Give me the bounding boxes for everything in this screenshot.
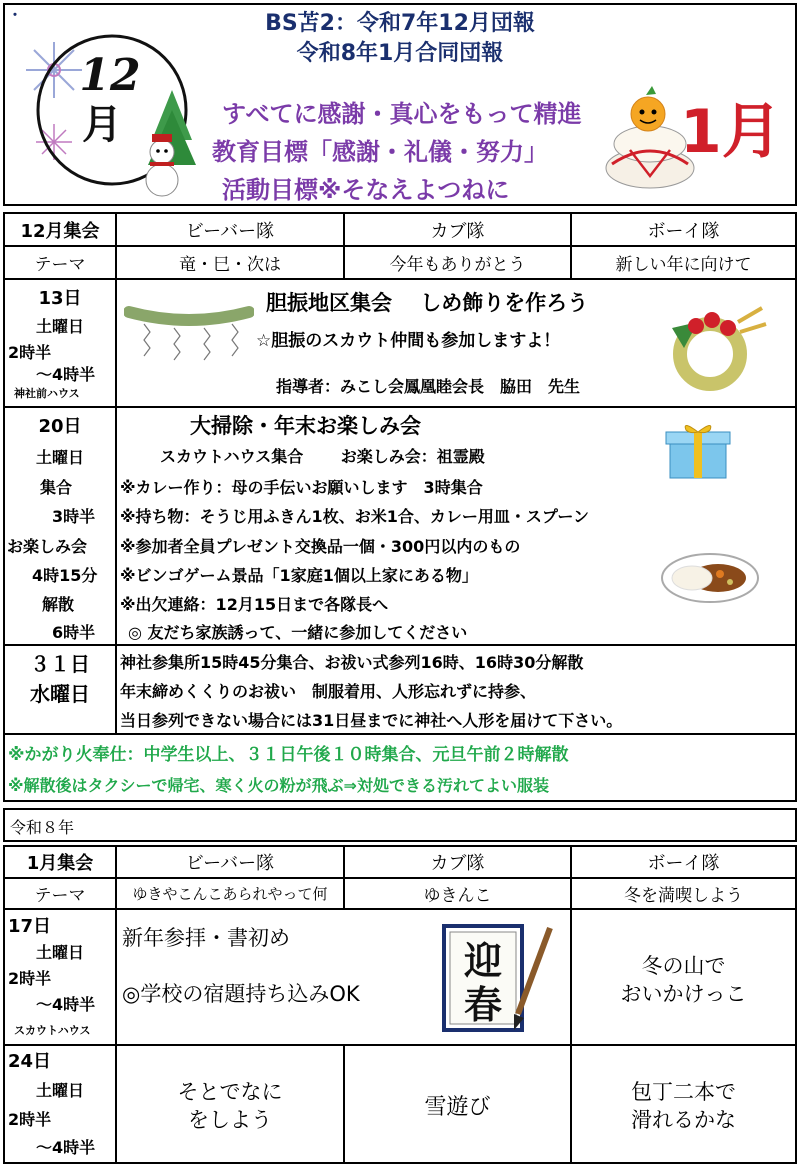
dec-month-number: 12 bbox=[79, 50, 141, 101]
jan-theme-label: テーマ bbox=[34, 886, 86, 906]
wreath-icon bbox=[658, 302, 770, 392]
title-line-2: 令和8年1月合同団報 bbox=[296, 41, 504, 66]
rule bbox=[3, 908, 797, 910]
event24-day: 土曜日 bbox=[36, 1081, 85, 1100]
event31-line-1: 神社参集所15時45分集合、お祓い式参列16時、16時30分解散 bbox=[120, 653, 584, 672]
event13-date: 13日 bbox=[38, 288, 82, 309]
event17-line-1: 新年参拝・書初め bbox=[122, 926, 290, 950]
jan-month-label: 1月 bbox=[680, 97, 782, 167]
jan-header-boy: ボーイ隊 bbox=[647, 853, 720, 874]
event20-line-4: ※ビンゴゲーム景品「1家庭1個以上家にある物」 bbox=[120, 566, 478, 585]
rule bbox=[115, 212, 117, 733]
event17-date: 17日 bbox=[8, 916, 52, 937]
rule bbox=[3, 278, 797, 280]
event24-boy-line-2: 滑れるかな bbox=[631, 1108, 736, 1132]
geishun-char-1: 迎 bbox=[463, 938, 503, 983]
notice-bonfire: ※かがり火奉仕：中学生以上、３１日午後１０時集合、元旦午前２時解散 bbox=[8, 745, 569, 765]
event24-cub: 雪遊び bbox=[424, 1095, 491, 1120]
event24-beaver-line-1: そとでなに bbox=[177, 1080, 283, 1104]
notice-taxi: ※解散後はタクシーで帰宅、寒く火の粉が飛ぶ⇒対処できる汚れてよい服装 bbox=[8, 776, 549, 795]
jan-theme-cub: ゆきんこ bbox=[423, 886, 492, 906]
jan-theme-beaver: ゆきやこんこあられやって何 bbox=[132, 885, 328, 903]
event24-boy-line-1: 包丁二本で bbox=[631, 1080, 736, 1104]
event13-note: ☆胆振のスカウト仲間も参加しますよ！ bbox=[256, 331, 561, 351]
header-dot: ・ bbox=[8, 8, 22, 24]
event20-gather-time: 3時半 bbox=[52, 507, 96, 526]
dec-header-label: 12月集会 bbox=[20, 220, 100, 242]
event31-line-2: 年末締めくくりのお祓い 制服着用、人形忘れずに持参、 bbox=[120, 682, 537, 701]
event20-dismiss: 解散 bbox=[42, 595, 75, 614]
event17-boy-line-1: 冬の山で bbox=[641, 954, 726, 978]
event17-boy-line-2: おいかけっこ bbox=[620, 982, 747, 1006]
event13-day: 土曜日 bbox=[36, 317, 85, 336]
event24-beaver-line-2: をしよう bbox=[188, 1108, 272, 1132]
event24-time-start: 2時半 bbox=[8, 1110, 52, 1129]
rule bbox=[3, 644, 797, 646]
dec-header-beaver: ビーバー隊 bbox=[185, 220, 275, 242]
event20-gather: 集合 bbox=[40, 478, 73, 497]
event17-day: 土曜日 bbox=[36, 943, 85, 962]
event13-title: 胆振地区集会 しめ飾りを作ろう bbox=[266, 291, 589, 315]
event20-line-6: ◎ 友だち家族誘って、一緒に参加してください bbox=[128, 623, 468, 642]
dec-theme-label: テーマ bbox=[34, 255, 86, 275]
year-label-box bbox=[3, 808, 797, 842]
event20-line-5: ※出欠連絡：12月15日まで各隊長へ bbox=[120, 595, 389, 614]
event20-place-line: スカウトハウス集合 お楽しみ会：祖霊殿 bbox=[160, 447, 485, 466]
december-emblem bbox=[12, 30, 202, 198]
dec-theme-boy: 新しい年に向けて bbox=[615, 255, 752, 275]
jan-header-label: 1月集会 bbox=[26, 853, 94, 874]
jan-header-cub: カブ隊 bbox=[430, 853, 485, 874]
event13-time-start: 2時半 bbox=[8, 343, 52, 362]
event20-day: 土曜日 bbox=[36, 448, 85, 467]
dec-theme-cub: 今年もありがとう bbox=[389, 255, 526, 275]
event17-line-2: ◎学校の宿題持ち込みOK bbox=[122, 982, 360, 1006]
event20-title: 大掃除・年末お楽しみ会 bbox=[190, 414, 421, 438]
dec-header-boy: ボーイ隊 bbox=[647, 220, 720, 242]
shimenawa-icon bbox=[124, 300, 254, 370]
dec-month-char: 月 bbox=[82, 101, 122, 148]
event31-line-3: 当日参列できない場合には31日昼までに神社へ人形を届けて下さい。 bbox=[120, 711, 623, 730]
motto-line-1: すべてに感謝・真心をもって精進 bbox=[222, 100, 582, 128]
event24-date: 24日 bbox=[8, 1051, 52, 1072]
event17-time-start: 2時半 bbox=[8, 969, 52, 988]
rule bbox=[3, 406, 797, 408]
title-line-1: BS苫2：令和7年12月団報 bbox=[265, 11, 535, 36]
geishun-sign-icon bbox=[440, 918, 558, 1036]
jan-theme-boy: 冬を満喫しよう bbox=[624, 886, 743, 906]
gift-box-icon bbox=[664, 420, 732, 480]
dec-theme-beaver: 竜・巳・次は bbox=[179, 255, 281, 275]
rule bbox=[3, 733, 797, 735]
event13-place: 神社前ハウス bbox=[14, 387, 80, 400]
snowflake-icon bbox=[26, 42, 82, 98]
event20-line-3: ※参加者全員プレゼント交換品一個・300円以内のもの bbox=[120, 537, 521, 556]
event20-party: お楽しみ会 bbox=[7, 537, 88, 556]
event31-day: 水曜日 bbox=[30, 682, 90, 706]
dec-header-cub: カブ隊 bbox=[430, 220, 485, 242]
event13-instructor: 指導者：みこし会鳳凰睦会長 脇田 先生 bbox=[276, 377, 581, 396]
jan-header-beaver: ビーバー隊 bbox=[185, 853, 275, 874]
motto-line-2: 教育目標「感謝・礼儀・努力」 bbox=[212, 138, 548, 166]
event17-time-end: ～4時半 bbox=[36, 995, 96, 1014]
event31-date: ３１日 bbox=[30, 652, 90, 676]
event20-date: 20日 bbox=[38, 416, 82, 437]
geishun-char-2: 春 bbox=[463, 982, 503, 1027]
event20-party-time: 4時15分 bbox=[32, 566, 98, 585]
event20-dismiss-time: 6時半 bbox=[52, 623, 96, 642]
event13-time-end: ～4時半 bbox=[36, 365, 96, 384]
rule bbox=[3, 1044, 797, 1046]
event17-place: スカウトハウス bbox=[14, 1024, 91, 1037]
event24-time-end: ～4時半 bbox=[36, 1138, 96, 1157]
curry-plate-icon bbox=[660, 550, 760, 606]
motto-line-3: 活動目標※そなえよつねに bbox=[222, 176, 510, 204]
event20-line-2: ※持ち物：そうじ用ふきん1枚、お米1合、カレー用皿・スプーン bbox=[120, 507, 590, 526]
event20-line-1: ※カレー作り：母の手伝いお願いします 3時集合 bbox=[120, 478, 483, 497]
year-label: 令和８年 bbox=[10, 818, 75, 837]
